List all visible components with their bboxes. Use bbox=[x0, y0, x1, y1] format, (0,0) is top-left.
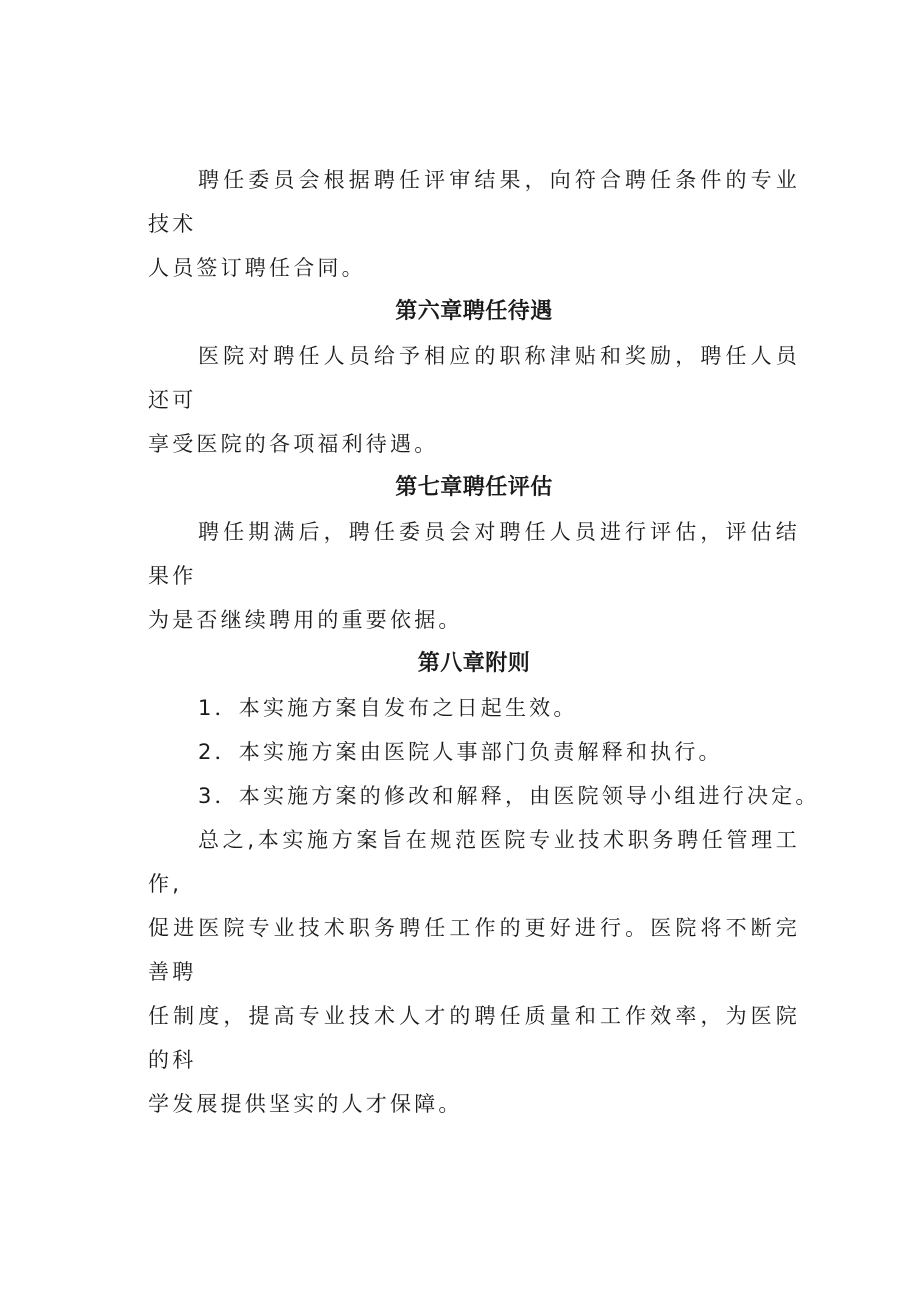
paragraph-line: 总之,本实施方案旨在规范医院专业技术职务聘任管理工作, bbox=[148, 828, 800, 896]
list-item-2: 2．本实施方案由医院人事部门负责解释和执行。 bbox=[198, 740, 723, 764]
chapter-heading-8: 第八章附则 bbox=[417, 651, 531, 676]
paragraph-line: 聘任期满后，聘任委员会对聘任人员进行评估，评估结果作 bbox=[148, 520, 800, 588]
chapter-heading-7: 第七章聘任评估 bbox=[395, 475, 553, 500]
paragraph-line: 聘任委员会根据聘任评审结果，向符合聘任条件的专业技术 bbox=[148, 168, 800, 236]
paragraph-evaluation bbox=[148, 510, 800, 642]
paragraph-line: 促进医院专业技术职务聘任工作的更好进行。医院将不断完善聘 bbox=[148, 916, 800, 984]
paragraph-contract-signing bbox=[148, 158, 800, 290]
chapter-heading-6: 第六章聘任待遇 bbox=[395, 299, 553, 324]
paragraph-benefits bbox=[148, 334, 800, 466]
paragraph-line: 为是否继续聘用的重要依据。 bbox=[148, 608, 463, 632]
paragraph-line: 学发展提供坚实的人才保障。 bbox=[148, 1092, 463, 1116]
paragraph-line: 任制度，提高专业技术人才的聘任质量和工作效率，为医院的科 bbox=[148, 1004, 800, 1072]
list-item-3: 3．本实施方案的修改和解释，由医院领导小组进行决定。 bbox=[198, 784, 820, 808]
paragraph-conclusion bbox=[148, 818, 800, 1126]
list-item-1: 1．本实施方案自发布之日起生效。 bbox=[198, 696, 578, 720]
paragraph-line: 人员签订聘任合同。 bbox=[148, 256, 366, 280]
paragraph-line: 享受医院的各项福利待遇。 bbox=[148, 432, 439, 456]
paragraph-line: 医院对聘任人员给予相应的职称津贴和奖励，聘任人员还可 bbox=[148, 344, 800, 412]
document-body bbox=[148, 158, 820, 1126]
